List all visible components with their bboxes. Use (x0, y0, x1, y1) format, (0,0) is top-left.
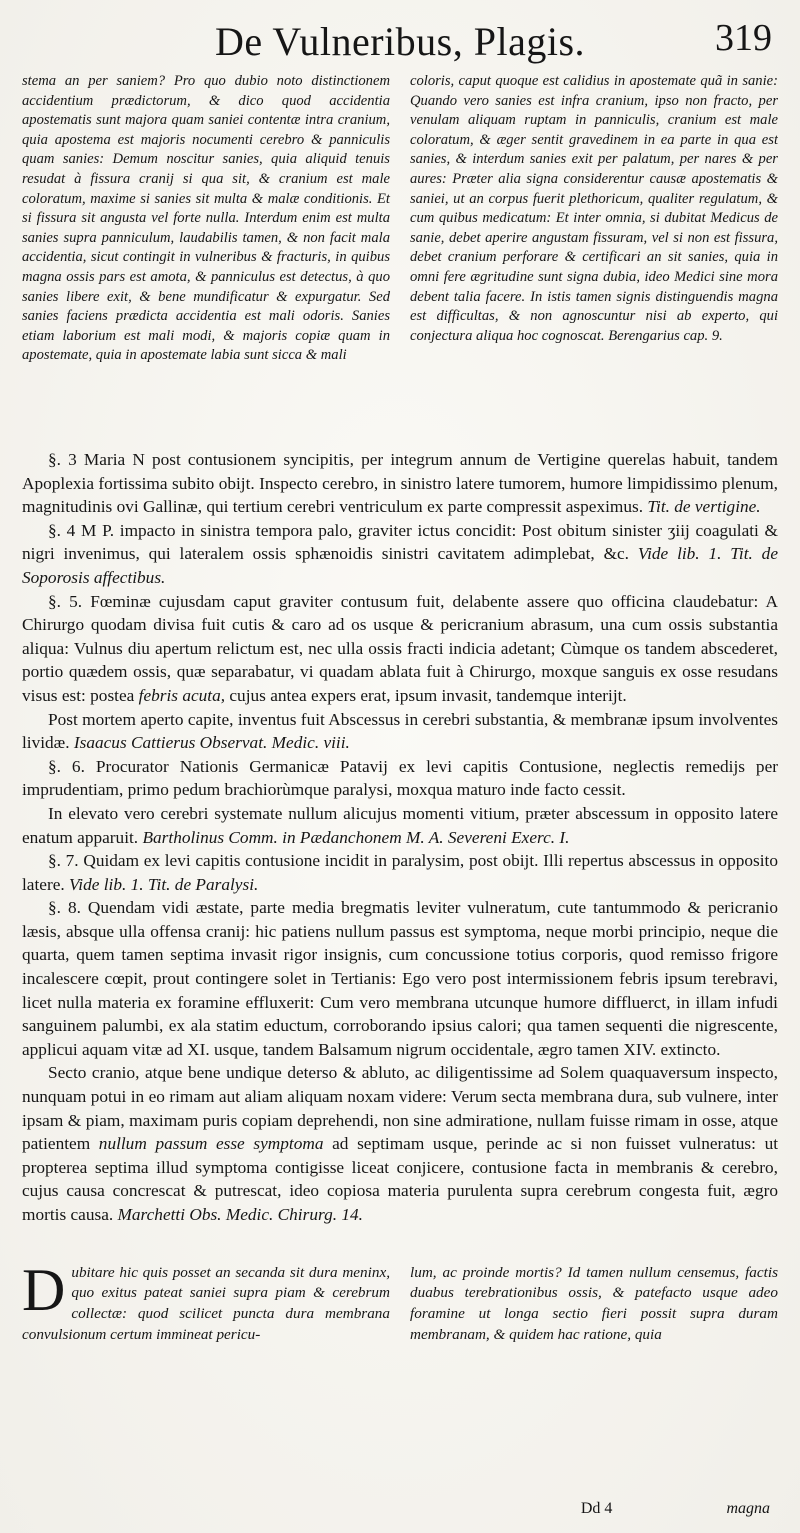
signature-mark: Dd 4 (580, 1500, 613, 1517)
main-text (22, 448, 778, 1227)
section-citation: Vide lib. 1. Tit. de Soporosis affectibus. (22, 544, 778, 587)
top-two-column-text (22, 72, 778, 404)
section-text: §. 4 M P. impacto in sinistra tempora palo, graviter ictus concidit: Post obitum sinister ʒiij coagulati & nigri invenimus, qui lateralem ossis sphænoidis sinistri cavitatem adimplebat, &c. (22, 520, 778, 564)
section-6-continued (22, 802, 778, 849)
section-5 (22, 590, 778, 708)
section-text: §. 6. Procurator Nationis Germanicæ Patavij ex levi capitis Contusione, neglectis remedijs per imprudentiam, primo pedum brachiorùmque paralysi, moxqua maturo inde facto cessit. (22, 756, 778, 800)
right-column-body: coloris, caput quoque est calidius in apostemate quã in sanie: Quando vero sanies est infra cranium, ipso non fracto, per venulam aliquam ruptam in panniculis, cranium est male coloratum, & æger sentit gravedinem in ea parte in qua est sanies, & interdum sanies exit per palatum, per nares & per aures: Præter alia signa considerentur causæ apostematis & saniei, ut an corpus fuerit plethoricum, qualiter regulatum, & cum quibus medicatum: Et inter omnia, si dubitat Medicus de sanie, debet aperire angustam fissuram, vel si non est fissura, debet cranium perforare & certificari an sit sanies, quia in omni fere ægritudine sunt signa dubia, ideo Medici sine mora debent talia facere. In istis tamen signis distinguendis magna est difficultas, & non agnoscuntur nisi ab experto, qui conjectura aliqua hoc cognoscat. (410, 73, 778, 344)
section-citation: Marchetti Obs. Medic. Chirurg. 14. (117, 1205, 363, 1224)
section-citation: Tit. de vertigine. (647, 497, 761, 517)
left-column-text: stema an per saniem? Pro quo dubio noto distinctionem accidentium prædictorum, & dico quod accidentia apostematis sunt majora quam saniei contentæ intra cranium, quia apostema est majoris nocumenti cerebro & panniculis quam sanies: Demum noscitur sanies, quia aliquid tenuis resudat à fissura cranij si qua sit, & cranium est male coloratum, maxime si sanies sit multa & malæ conditionis. Et si fissura sit angusta vel forte nulla. Interdum enim est multa sanies supra panniculum, laudabilis tamen, & non facit mala accidentia, sicut contingit in vulneribus & fracturis, in quibus magna ossis pars est amota, & panniculus est detectus, à quo sanies libere exit, & bene mundificatur & expurgatur. Sed sanies faciens prædicta accidentia est mali odoris. Sanies etiam laborium est mali modi, & majoris copiæ quam in apostemate, quia in apostemate labia sunt sicca & mali (22, 73, 390, 364)
section-citation: Bartholinus Comm. in Pædanchonem M. A. Severeni Exerc. I. (142, 827, 570, 847)
running-head: De Vulneribus, Plagis. (214, 19, 586, 64)
section-6 (22, 755, 778, 802)
catchword: magna (726, 1500, 770, 1517)
section-tail: ad septimam usque, perinde ac si non fuisset vulneratus: ut propterea septima illud symptoma contigisse liceat conjicere, contusione facta in membranis & cerebro, cujus causa concrescat & putrescat, ideo copiosa materia purulenta supra cerebrum congesta fuit, ægro mortis causa. (22, 1134, 779, 1224)
bottom-right-column (410, 1263, 778, 1346)
section-italic: febris acuta, (138, 685, 226, 705)
page-header (22, 14, 778, 72)
section-text: §. 7. Quidam ex levi capitis contusione incidit in paralysim, post obijt. Illi repertus abscessus in opposito latere. (22, 851, 778, 894)
section-text: §. 8. Quendam vidi æstate, parte media bregmatis leviter vulneratum, cute tantummodo & pericranio læsis, absque ulla offensa cranij: hic patiens nullum passus est symptoma, neque morbi principio, neque die quarta, quem tamen septima invasit rigor insignis, cum concussione totius corporis, quod remisso frigore incalescere cœpit, prout contingere solet in Tertianis: Ego vero post intermissionem febris ipsum terebravi, licet nulla materia ex foramine effluxerit: Cum vero membrana utcunque humore diffluerct, in illam infudi sanguinem palumbi, ex ala statim eductum, corroborando ipsius calori; qua tamen sequenti die nigrescente, applicui aquam vitæ ad XI. usque, tandem Balsamum nigrum occidentale, ægro tamen XIV. extincto. (22, 898, 778, 1059)
bottom-left-column (22, 1256, 390, 1346)
section-citation: Isaacus Cattierus Observat. Medic. viii. (73, 733, 350, 753)
section-5-continued (22, 708, 778, 755)
left-column (22, 72, 390, 404)
section-text: Post mortem aperto capite, inventus fuit Abscessus in cerebri substantia, & membranæ ipsum involventes lividæ. (22, 709, 778, 753)
section-text: §. 5. Fœminæ cujusdam caput graviter contusum fuit, delabente assere quo officina claudebatur: A Chirurgo quodam divisa fuit cutis & caro ad os usque & pericranium abrasum, una cum ossis substantia aliqua: Vulnus diu apertum relictum est, nec ulla ossis fracti indicia adetant; Cùmque os tandem abscederet, portio quædem ossis, quæ separabatur, vi quadam ablata fuit à Chirurgo, moxque sanguis ex osse resudans visus est: postea (22, 591, 778, 705)
section-3 (22, 448, 778, 519)
section-tail: cujus antea expers erat, ipsum invasit, tandemque interijt. (229, 685, 627, 705)
section-8 (22, 896, 778, 1061)
right-column-text (410, 72, 778, 346)
bottom-left-text: ubitare hic quis posset an secanda sit dura meninx, quo exitus pateat saniei supra piam & cerebrum collectæ: quod scilicet puncta dura membrana convulsionum certum immineat pericu- (22, 1263, 390, 1343)
section-text: Secto cranio, atque bene undique deterso & abluto, ac diligentissime ad Solem quaquaversum inspecto, nunquam potui in eo rimam aut aliam aliquam noxam videre: Verum secta membrana dura, sub vulnere, inter ipsam & piam, maximam puris copiam deprehendi, non sine admiratione, nullam fuisse rimam in osse, atque patientem (22, 1063, 778, 1154)
bottom-two-column-text (22, 1256, 778, 1346)
page-footer (581, 1500, 770, 1518)
page-number: 319 (715, 17, 772, 59)
section-italic: nullum passum esse symptoma (98, 1134, 324, 1154)
drop-cap: D (22, 1256, 66, 1323)
section-7 (22, 849, 778, 896)
section-4 (22, 519, 778, 590)
bottom-right-text: lum, ac proinde mortis? Id tamen nullum censemus, factis duabus terebrationibus ossis, & patefacto usque adeo foramine ut longa sectio fieri possit supra duram membranam, & quidem hac ratione, quia (410, 1263, 778, 1343)
section-citation: Vide lib. 1. Tit. de Paralysi. (69, 874, 259, 894)
section-text: §. 3 Maria N post contusionem syncipitis, per integrum annum de Vertigine querelas habuit, tandem Apoplexia fortissima subito obijt. Inspecto cerebro, in sinistro latere tumorem, humore limpidissimo plenum, magnitudinis ovi Gallinæ, qui tertium cerebri ventriculum ex parte compressit aspeximus. (22, 450, 778, 517)
section-text: In elevato vero cerebri systemate nullum alicujus momenti vitium, præter abscessum in opposito latere enatum apparuit. (22, 803, 778, 847)
right-column (410, 72, 778, 404)
right-column-citation: Berengarius cap. 9. (608, 327, 723, 344)
section-8-continued (22, 1061, 778, 1226)
